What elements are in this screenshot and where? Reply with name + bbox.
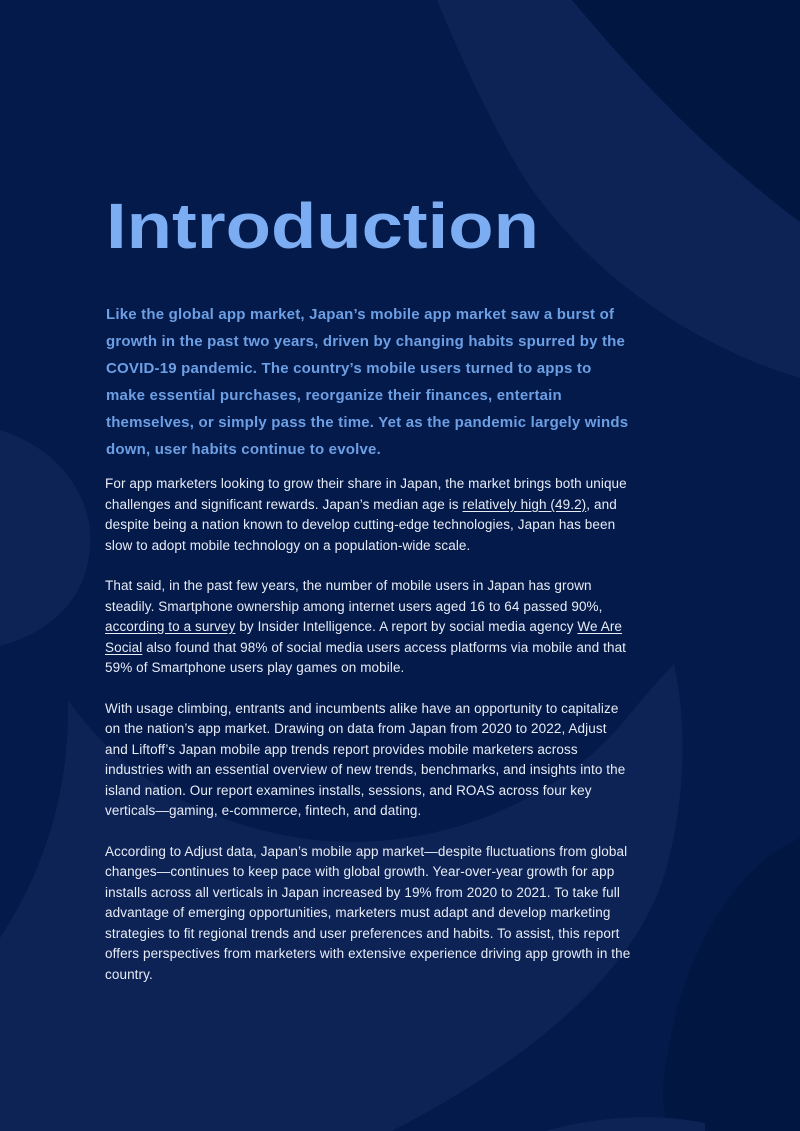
inline-link[interactable]: relatively high (49.2) bbox=[462, 496, 587, 512]
lead-paragraph: Like the global app market, Japan’s mobile app market saw a burst of growth in the past two years, driven by changing habits spurred by the COVID-19 pandemic. The country’s mobile users turned to apps to make essential purchases, reorganize their finances, entertain themselves, or simply pass the time. Yet as the pandemic largely winds down, user habits continue to evolve. bbox=[106, 306, 629, 458]
text-segment: also found that 98% of social media users access platforms via mobile and that 59% of Smartphone users play games on mobile. bbox=[105, 639, 627, 675]
body-paragraph bbox=[105, 842, 632, 986]
text-segment: According to Adjust data, Japan’s mobile app market—despite fluctuations from global changes—continues to keep pace with global growth. Year-over-year growth for app installs across all verticals in Japan increased by 19% from 2020 to 2021. To take full advantage of emerging opportunities, marketers must adapt and develop marketing strategies to fit regional trends and user preferences and habits. To assist, this report offers perspectives from marketers with extensive experience driving app growth in the country. bbox=[105, 843, 631, 982]
text-segment: For app marketers looking to grow their share in Japan, the market brings both unique challenges and significant rewards. Japan’s median age is bbox=[105, 476, 627, 512]
body-paragraph bbox=[105, 576, 632, 679]
inline-link[interactable]: We Are Social bbox=[105, 619, 623, 655]
text-segment: , and despite being a nation known to develop cutting-edge technologies, Japan has been slow to adopt mobile technology on a population-wide scale. bbox=[105, 496, 617, 553]
text-segment: That said, in the past few years, the number of mobile users in Japan has grown steadily. Smartphone ownership among internet users aged 16 to 64 passed 90%, bbox=[105, 578, 603, 614]
body-paragraph bbox=[105, 699, 632, 822]
text-segment: by Insider Intelligence. A report by social media agency bbox=[235, 619, 578, 634]
inline-link[interactable]: according to a survey bbox=[105, 619, 236, 634]
text-segment: With usage climbing, entrants and incumbents alike have an opportunity to capitalize on the nation’s app market. Drawing on data from Japan from 2020 to 2022, Adjust and Liftoff’s Japan mobile app trends report provides mobile marketers across industries with an essential overview of new trends, benchmarks, and insights into the island nation. Our report examines installs, sessions, and ROAS across four key verticals—gaming, e-commerce, fintech, and dating. bbox=[105, 700, 626, 818]
body-paragraph bbox=[105, 474, 632, 556]
paragraphs bbox=[105, 474, 632, 1005]
page-title: Introduction bbox=[106, 190, 539, 262]
